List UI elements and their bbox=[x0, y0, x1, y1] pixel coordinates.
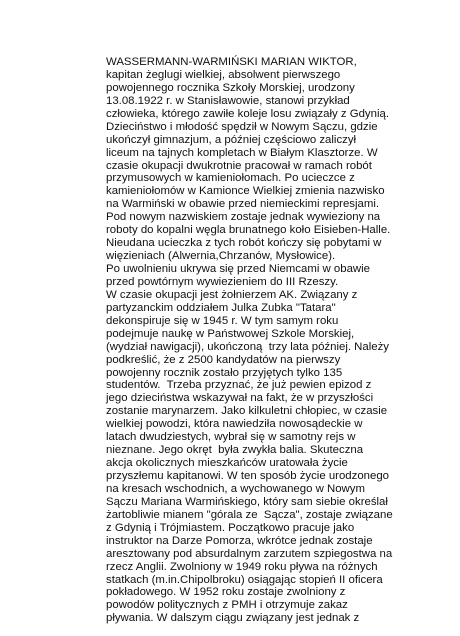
text-line: (wydział nawigacji), ukończoną trzy lata później. Należy bbox=[106, 340, 389, 353]
text-line: aresztowany pod absurdalnym zarzutem szpiegostwa na bbox=[106, 547, 393, 560]
text-line: człowieka, którego zawiłe koleje losu związały z Gdynią. bbox=[106, 107, 389, 120]
text-line: przymusowych w kamieniołomach. Po ucieczce z bbox=[106, 172, 355, 185]
text-line: WASSERMANN-WARMIŃSKI MARIAN WIKTOR, bbox=[106, 56, 357, 68]
text-line: z Gdynią i Trójmiastem. Początkowo pracuje jako bbox=[106, 521, 355, 534]
text-line: W czasie okupacji jest żołnierzem AK. Związany z bbox=[106, 288, 358, 301]
text-line: więzieniach (Alwernia,Chrzanów, Mysłowice). bbox=[106, 250, 336, 263]
text-line: studentów. Trzeba przyznać, że już pewien epizod z bbox=[106, 379, 372, 392]
text-line: Nieudana ucieczka z tych robót kończy się pobytami w bbox=[106, 237, 382, 250]
text-line: latach dwudziestych, wybrał się w samotny rejs w bbox=[106, 431, 356, 444]
text-line: powojennego rocznika Szkoły Morskiej, urodzony bbox=[106, 81, 355, 94]
text-line: kapitan żeglugi wielkiej, absolwent pierwszego bbox=[106, 68, 341, 81]
text-line: powodów politycznych z PMH i otrzymuje zakaz bbox=[106, 599, 348, 612]
text-line: żartobliwie mianem "górala ze Sącza", zostaje związane bbox=[106, 508, 393, 521]
text-line: dekonspiruje się w 1945 r. W tym samym roku bbox=[106, 314, 339, 327]
text-line: Pod nowym nazwiskiem zostaje jednak wywieziony na bbox=[106, 211, 381, 224]
text-line: podkreślić, że z 2500 kandydatów na pierwszy bbox=[106, 353, 341, 366]
text-line: Sączu Mariana Warmińskiego, który sam siebie określał bbox=[106, 495, 388, 508]
text-line: pokładowego. W 1952 roku zostaje zwolniony z bbox=[106, 586, 346, 599]
text-line: Po uwolnieniu ukrywa się przed Niemcami w obawie bbox=[106, 263, 370, 275]
text-line: statkach (m.in.Chipolbroku) osiągając stopień II oficera bbox=[106, 573, 383, 586]
text-line: roboty do kopalni węgla brunatnego koło Eisieben-Halle. bbox=[106, 224, 391, 237]
text-line: rzecz Anglii. Zwolniony w 1949 roku pływa na różnych bbox=[106, 560, 378, 573]
text-line: podejmuje naukę w Państwowej Szkole Morskiej, bbox=[106, 327, 355, 340]
text-line: ukończył gimnazjum, a później częściowo zaliczył bbox=[106, 133, 357, 146]
text-line: liceum na tajnych kompletach w Białym Klasztorze. W bbox=[106, 146, 378, 159]
text-line: na kresach wschodnich, a wychowanego w Nowym bbox=[106, 482, 365, 495]
text-line: czasie okupacji dwukrotnie pracował w ramach robót bbox=[106, 159, 372, 172]
text-line: przed powtórnym wywiezieniem do III Rzeszy. bbox=[106, 275, 339, 288]
text-line: Dzieciństwo i młodość spędził w Nowym Sączu, gdzie bbox=[106, 120, 378, 133]
text-line: wielkiej powodzi, która nawiedziła nowosądeckie w bbox=[106, 418, 363, 431]
text-line: kamieniołomów w Kamionce Wielkiej zmienia nazwisko bbox=[106, 185, 385, 198]
text-line: nieznane. Jego okręt była zwykła balia. Skuteczna bbox=[106, 444, 364, 457]
text-line: powojenny rocznik zostało przyjętych tylko 135 bbox=[106, 366, 343, 379]
text-line: zostanie marynarzem. Jako kilkuletni chłopiec, w czasie bbox=[106, 405, 388, 418]
biography-text bbox=[106, 56, 396, 625]
text-line: pływania. W dalszym ciągu związany jest jednak z bbox=[106, 612, 360, 625]
text-line: przyszłemu kapitanowi. W ten sposób życie urodzonego bbox=[106, 470, 390, 482]
text-line: instruktor na Darze Pomorza, wkrótce jednak zostaje bbox=[106, 534, 373, 547]
text-line: 13.08.1922 r. w Stanisławowie, stanowi przykład bbox=[106, 94, 350, 107]
text-line: partyzanckim oddziałem Julka Zubka "Tatara" bbox=[106, 301, 336, 314]
text-line: jego dzieciństwa wskazywał na fakt, że w przyszłości bbox=[106, 392, 374, 405]
text-line: na Warmiński w obawie przed niemieckimi represjami. bbox=[106, 198, 380, 211]
text-line: akcja okolicznych mieszkańców uratowała życie bbox=[106, 457, 348, 470]
